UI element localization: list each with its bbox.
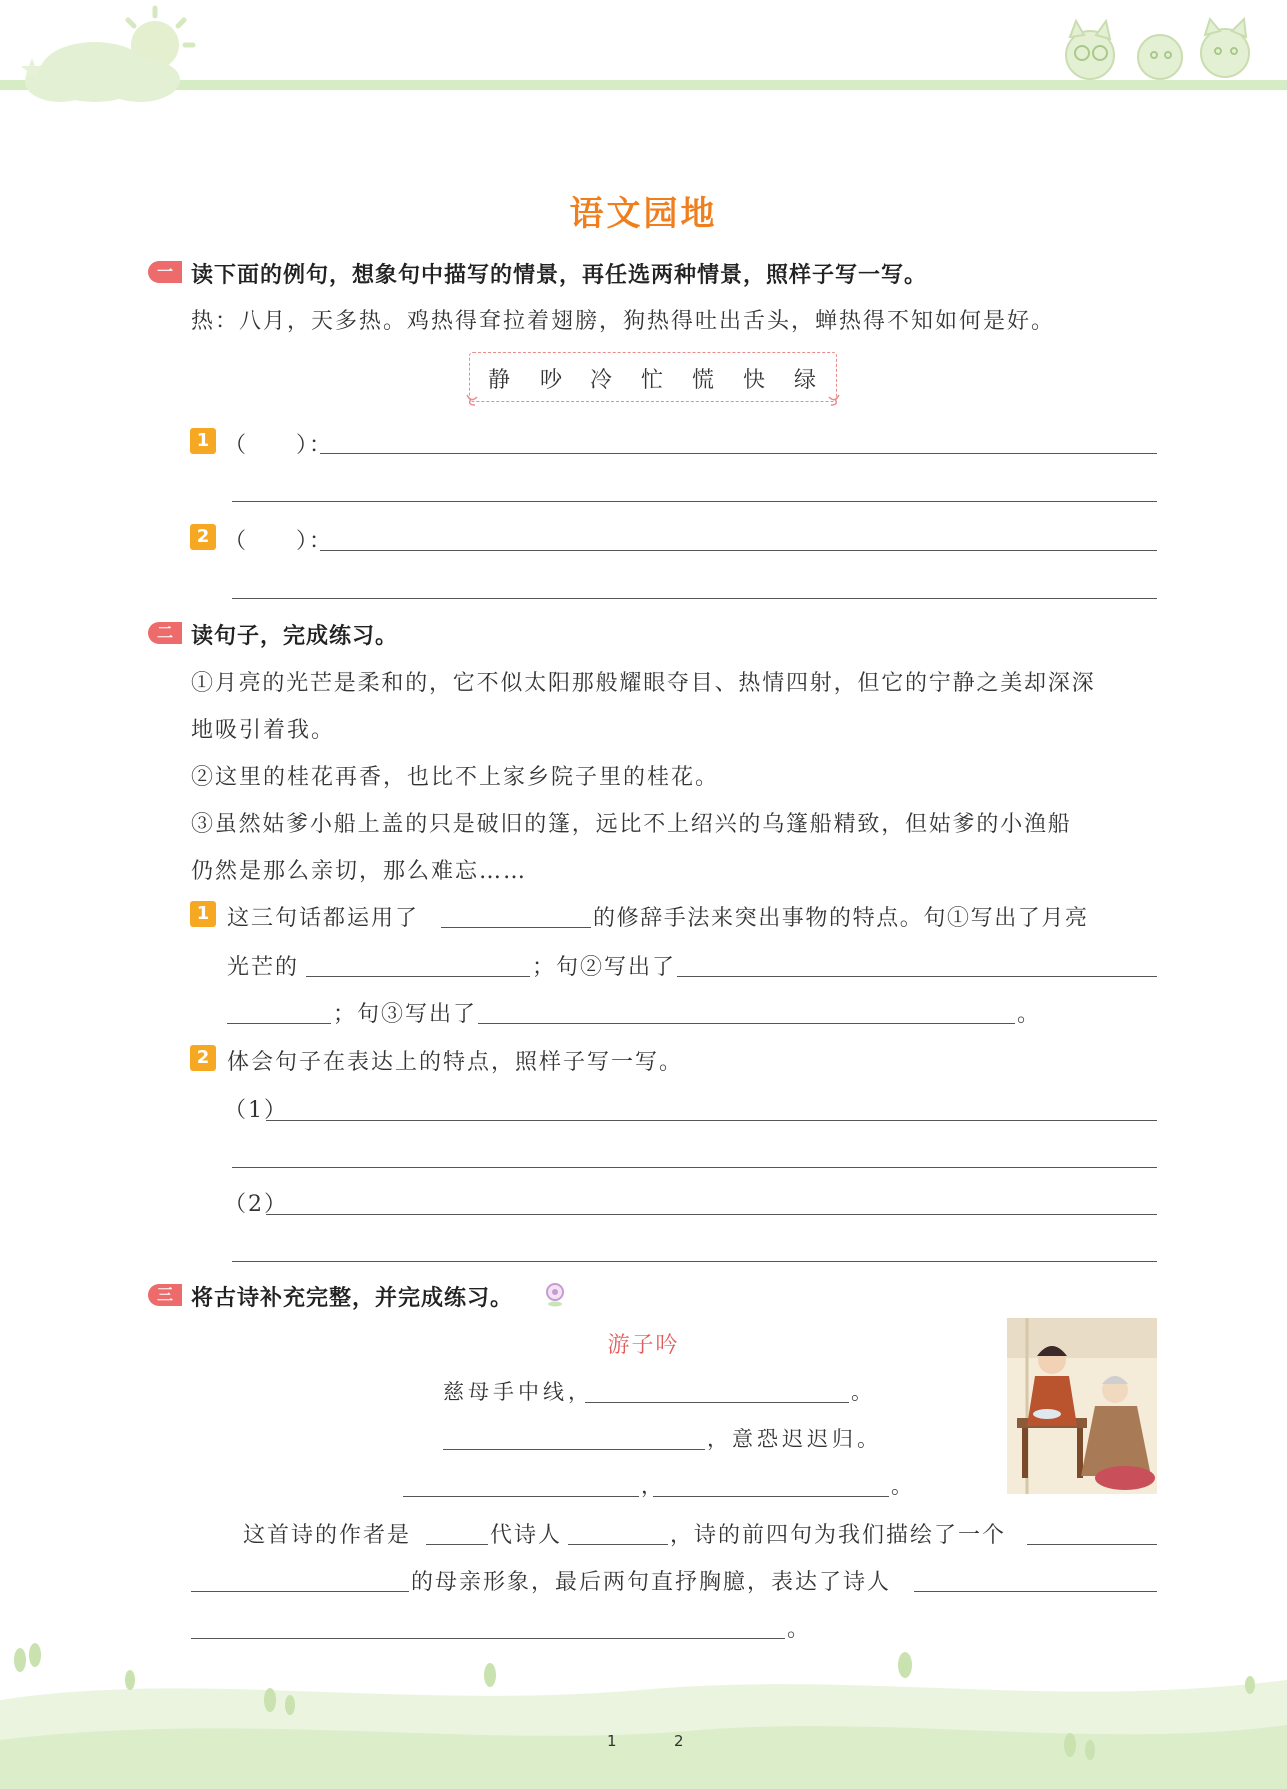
blank-feelings[interactable] bbox=[914, 1591, 1157, 1592]
poem-blank-3[interactable] bbox=[403, 1496, 639, 1497]
word-3: 冷 bbox=[590, 368, 614, 393]
blank-poet[interactable] bbox=[568, 1544, 668, 1545]
poem-line-3-comma: ， bbox=[641, 1474, 666, 1498]
word-1: 静 bbox=[488, 368, 512, 393]
location-pin-icon bbox=[544, 1282, 566, 1308]
mother-sewing-illustration bbox=[1007, 1318, 1157, 1494]
section-2-title: 读句子，完成练习。 bbox=[191, 624, 399, 649]
question-1-text-b: 的修辞手法来突出事物的特点。句①写出了月亮 bbox=[593, 906, 1089, 931]
question-text-b: 代诗人 bbox=[490, 1523, 563, 1548]
answer-line[interactable] bbox=[232, 1167, 1157, 1168]
sentence-1-line-2: 地吸引着我。 bbox=[191, 718, 336, 743]
poem-blank-2[interactable] bbox=[443, 1449, 705, 1450]
answer-line[interactable] bbox=[266, 1214, 1157, 1215]
question-text-a: 这首诗的作者是 bbox=[243, 1523, 412, 1548]
question-1-text-a: 这三句话都运用了 bbox=[227, 906, 420, 931]
section-2-badge: 二 bbox=[148, 622, 182, 644]
question-text-c: ，诗的前四句为我们描绘了一个 bbox=[670, 1523, 1007, 1548]
answer-line[interactable] bbox=[232, 598, 1157, 599]
poem-title: 游子吟 bbox=[607, 1333, 680, 1358]
cartoon-animals-decoration bbox=[1050, 15, 1280, 85]
blank-sentence-3[interactable] bbox=[478, 1023, 1015, 1024]
blank-sentence-2-cont[interactable] bbox=[227, 1023, 331, 1024]
blank-rhetoric[interactable] bbox=[441, 927, 591, 928]
word-5: 慌 bbox=[692, 368, 716, 393]
cloud-sun-decoration bbox=[0, 0, 260, 120]
item-1-number: 1 bbox=[190, 428, 216, 454]
sub-item-2-label: （2） bbox=[224, 1192, 288, 1217]
answer-line[interactable] bbox=[320, 550, 1157, 551]
blank-mother-image[interactable] bbox=[1027, 1544, 1157, 1545]
answer-line[interactable] bbox=[232, 501, 1157, 502]
blank-sentence-2[interactable] bbox=[677, 976, 1157, 977]
section-1-badge: 一 bbox=[148, 261, 182, 283]
section-1-title: 读下面的例句，想象句中描写的情景，再任选两种情景，照样子写一写。 bbox=[191, 263, 928, 288]
answer-line[interactable] bbox=[320, 453, 1157, 454]
blank-feelings-cont[interactable] bbox=[191, 1638, 785, 1639]
poem-line-1-end: 。 bbox=[851, 1380, 876, 1404]
question-text-e: 。 bbox=[787, 1617, 812, 1642]
example-sentence: 热：八月，天多热。鸡热得耷拉着翅膀，狗热得吐出舌头，蝉热得不知如何是好。 bbox=[191, 309, 1056, 334]
landscape-footer-decoration bbox=[0, 1640, 1287, 1789]
blank-dynasty[interactable] bbox=[426, 1544, 488, 1545]
blank-mother-image-cont[interactable] bbox=[191, 1591, 409, 1592]
section-3-badge: 三 bbox=[148, 1284, 182, 1306]
answer-line[interactable] bbox=[266, 1120, 1157, 1121]
question-1-text-e: ；句③写出了 bbox=[333, 1002, 478, 1027]
word-4: 忙 bbox=[641, 368, 665, 393]
item-2-prompt: （ ）： bbox=[224, 529, 334, 554]
poem-line-2: ，意恐迟迟归。 bbox=[707, 1427, 882, 1451]
poem-blank-4[interactable] bbox=[653, 1496, 889, 1497]
page-number-left: 1 bbox=[607, 1732, 617, 1750]
word-7: 绿 bbox=[794, 368, 818, 393]
question-text-d: 的母亲形象，最后两句直抒胸臆，表达了诗人 bbox=[411, 1570, 892, 1595]
poem-line-1: 慈母手中线， bbox=[443, 1380, 593, 1404]
page-number-right: 2 bbox=[674, 1732, 684, 1750]
answer-line[interactable] bbox=[232, 1261, 1157, 1262]
question-2-number: 2 bbox=[190, 1045, 216, 1071]
question-1-text-d: ；句②写出了 bbox=[532, 955, 677, 980]
word-6: 快 bbox=[743, 368, 767, 393]
item-1-prompt: （ ）： bbox=[224, 433, 334, 458]
sentence-3-line-1: ③虽然姑爹小船上盖的只是破旧的篷，远比不上绍兴的乌篷船精致，但姑爹的小渔船 bbox=[191, 812, 1072, 837]
item-2-number: 2 bbox=[190, 524, 216, 550]
question-1-number: 1 bbox=[190, 901, 216, 927]
poem-line-3-end: 。 bbox=[891, 1474, 916, 1498]
blank-moonlight[interactable] bbox=[306, 976, 530, 977]
word-box-flourish bbox=[463, 389, 843, 409]
word-2: 吵 bbox=[540, 368, 564, 393]
section-3-title: 将古诗补充完整，并完成练习。 bbox=[191, 1286, 514, 1311]
sub-item-1-label: （1） bbox=[224, 1098, 288, 1123]
sentence-2: ②这里的桂花再香，也比不上家乡院子里的桂花。 bbox=[191, 765, 720, 790]
sentence-1-line-1: ①月亮的光芒是柔和的，它不似太阳那般耀眼夺目、热情四射，但它的宁静之美却深深 bbox=[191, 671, 1096, 696]
sentence-3-line-2: 仍然是那么亲切，那么难忘…… bbox=[191, 859, 528, 884]
poem-blank-1[interactable] bbox=[585, 1402, 849, 1403]
page-title: 语文园地 bbox=[569, 194, 718, 234]
question-2-text: 体会句子在表达上的特点，照样子写一写。 bbox=[227, 1050, 684, 1075]
question-1-period: 。 bbox=[1017, 1002, 1042, 1027]
question-1-text-c: 光芒的 bbox=[227, 955, 300, 980]
